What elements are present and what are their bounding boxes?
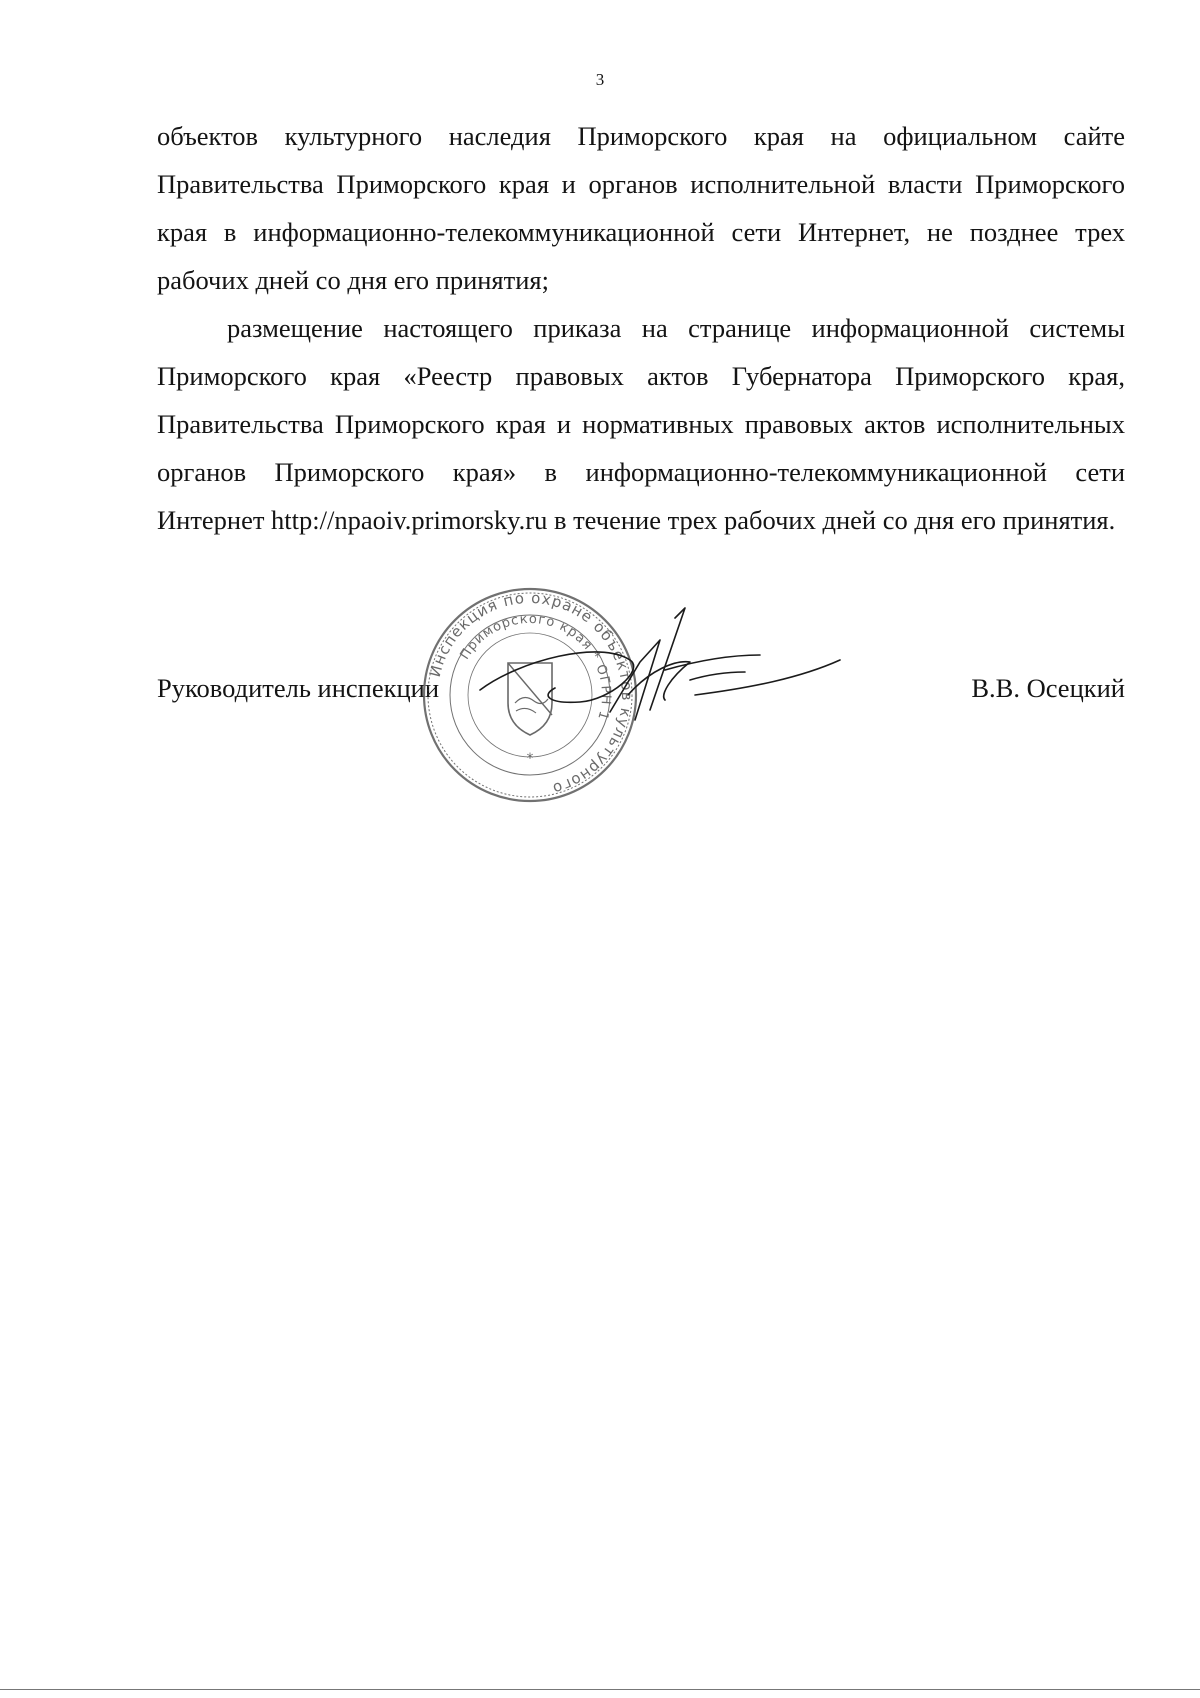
signer-name: В.В. Осецкий — [971, 673, 1125, 703]
signer-title: Руководитель инспекции — [157, 673, 440, 703]
seal-inner-text: Приморского края * ОГРН 1 — [457, 611, 614, 723]
paragraph-2: размещение настоящего приказа на странице информационной системы Приморского края «Реестр правовых актов Губернатора Приморского края, Правительства Приморского края и нормативных правовых актов исполнительных органов Приморского края» в информационно-телекоммуникационной сети Интернет http://npaoiv.primorsky.ru в течение трех рабочих дней со дня его принятия. — [157, 313, 1125, 535]
page-number: 3 — [595, 70, 605, 89]
paragraph-1: объектов культурного наследия Приморского края на официальном сайте Правительства Приморского края и органов исполнительной власти Приморского края в информационно-телекоммуникационной сети Интернет, не позднее трех рабочих дней со дня его принятия; — [157, 121, 1125, 295]
svg-text:*: * — [526, 751, 534, 767]
handwritten-signature — [457, 600, 860, 750]
document-body — [157, 112, 1125, 544]
footer-rule — [0, 1689, 1200, 1690]
seal-outer-text: Инспекция по охране объектов культурного — [425, 588, 637, 799]
